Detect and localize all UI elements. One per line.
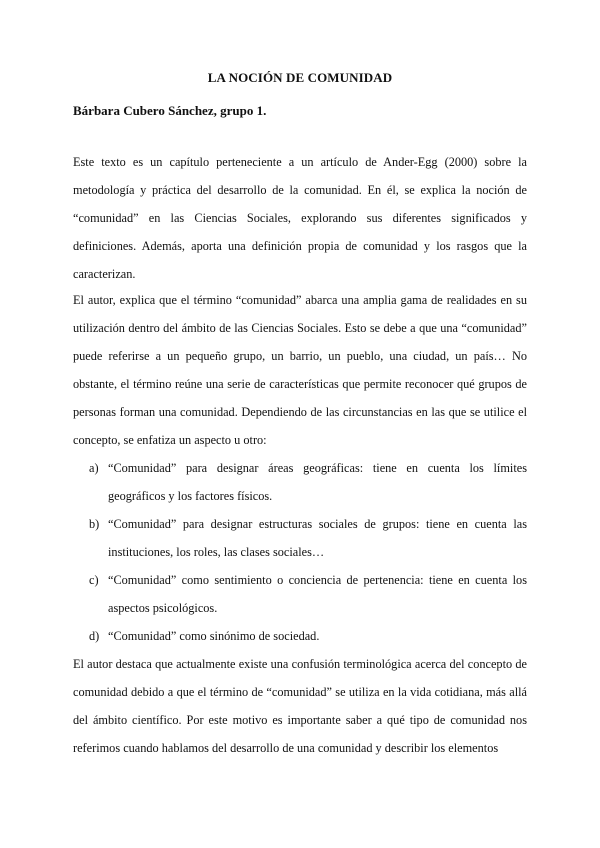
document-author: Bárbara Cubero Sánchez, grupo 1. [73,103,267,118]
list-marker: d) [89,629,100,643]
paragraph-confusion: El autor destaca que actualmente existe una confusión terminológica acerca del concepto de comunidad debido a que el término de “comunidad” se utiliza en la vida cotidiana, más allá del ámbito científico. Por este motivo es importante saber a qué tipo de comunidad nos referimos cuando hablamos del desarrollo de una comunidad y describir los elementos [73,657,527,755]
list-item-text: “Comunidad” como sinónimo de sociedad. [108,629,320,643]
list-marker: b) [89,517,100,531]
list-item-text: “Comunidad” como sentimiento o conciencia de pertenencia: tiene en cuenta los aspectos psicológicos. [108,573,527,615]
document-title: LA NOCIÓN DE COMUNIDAD [207,70,393,85]
paragraph-intro: Este texto es un capítulo perteneciente a un artículo de Ander-Egg (2000) sobre la metodología y práctica del desarrollo de la comunidad. En él, se explica la noción de “comunidad” en las Ciencias Sociales, explorando sus diferentes significados y definiciones. Además, aporta una definición propia de comunidad y los rasgos que la caracterizan. [73,155,527,281]
paragraph-concept: El autor, explica que el término “comunidad” abarca una amplia gama de realidades en su utilización dentro del ámbito de las Ciencias Sociales. Esto se debe a que una “comunidad” puede referirse a un pequeño grupo, un barrio, un pueblo, una ciudad, un país… No obstante, el término reúne una serie de características que permite reconocer qué grupos de personas forman una comunidad. Dependiendo de las circunstancias en las que se utilice el concepto, se enfatiza un aspecto u otro: [73,293,527,447]
list-marker: c) [89,573,99,587]
list-marker: a) [89,461,99,475]
list-item [89,566,527,622]
list-item [89,510,527,566]
list-item [89,622,527,650]
list-item [89,454,527,510]
list-item-text: “Comunidad” para designar estructuras sociales de grupos: tiene en cuenta las instituciones, los roles, las clases sociales… [108,517,527,559]
list-item-text: “Comunidad” para designar áreas geográficas: tiene en cuenta los límites geográficos y los factores físicos. [108,461,527,503]
